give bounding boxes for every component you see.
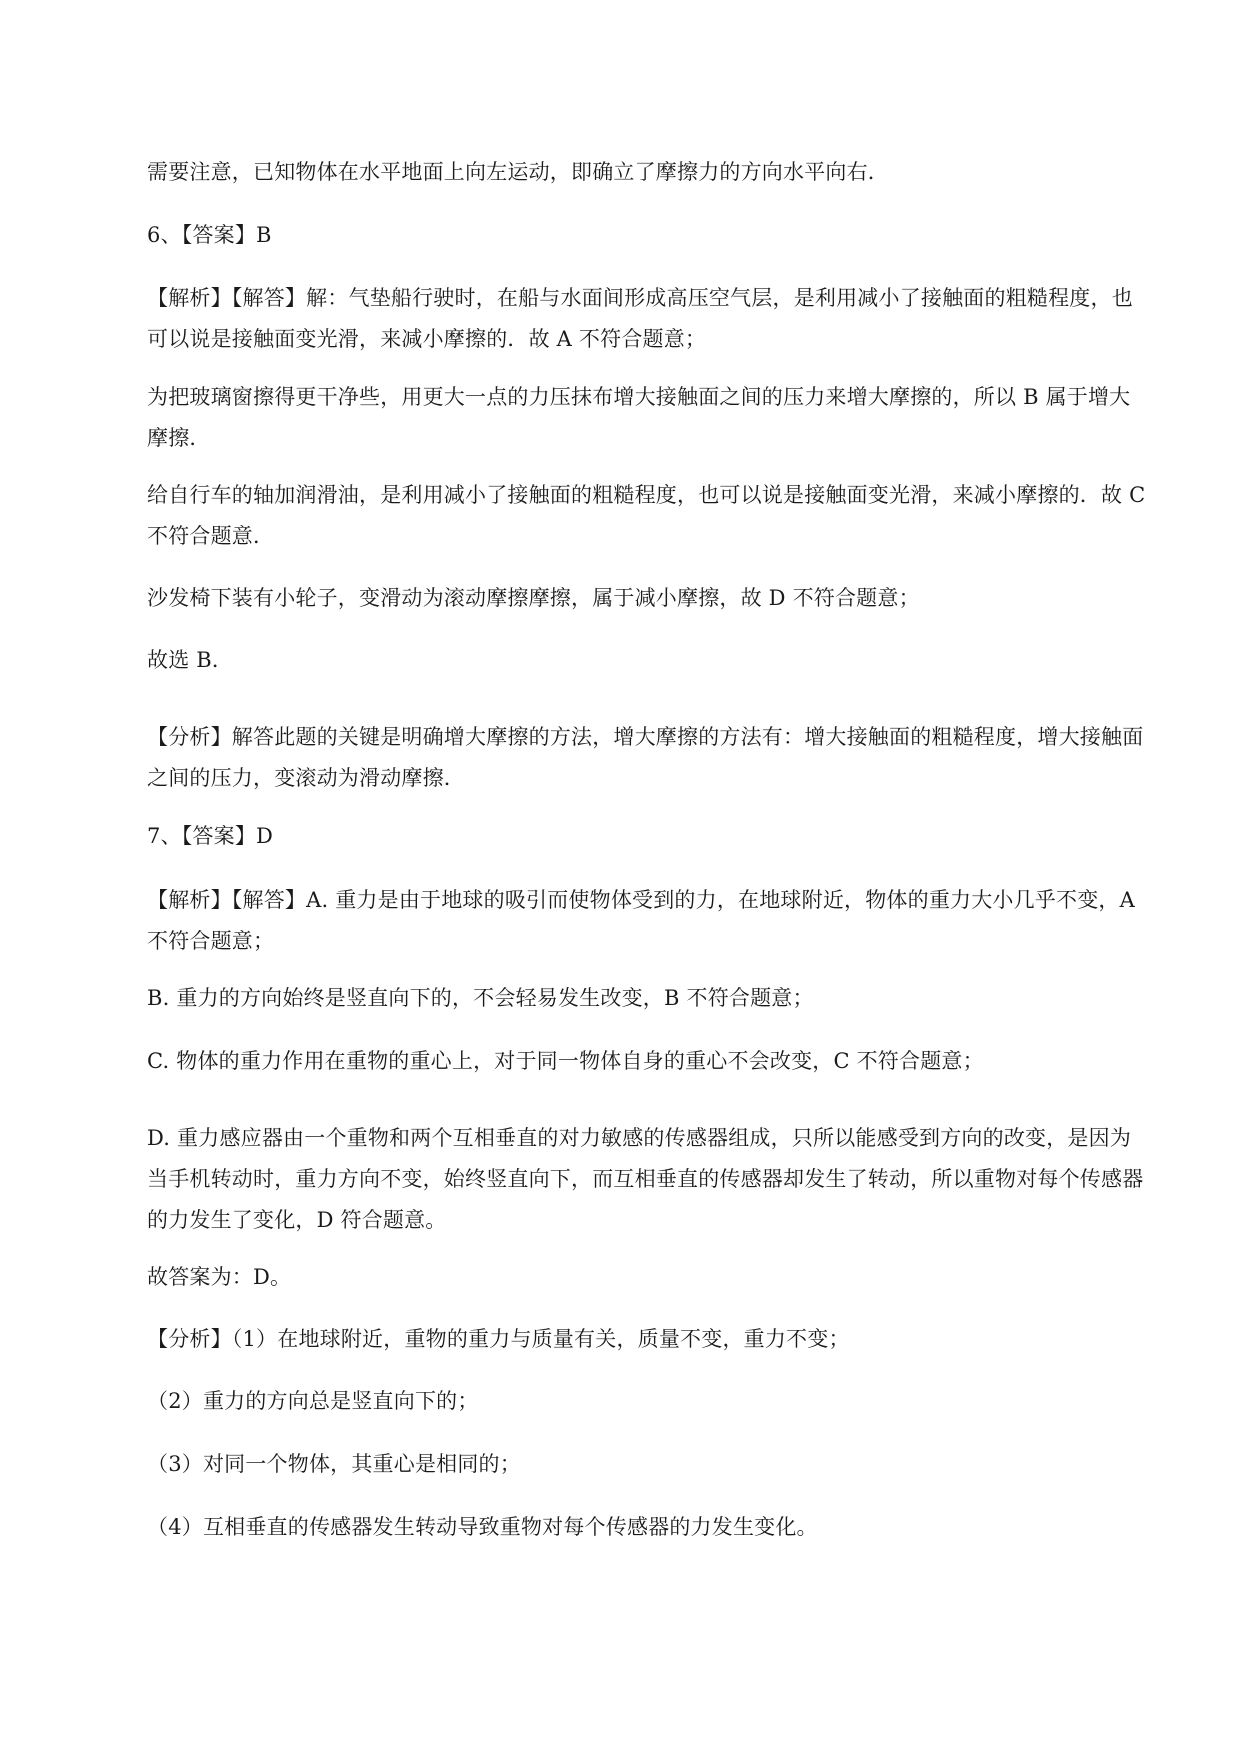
answer-6-summary: 【分析】解答此题的关键是明确增大摩擦的方法，增大摩擦的方法有：增大接触面的粗糙程度，增大接触面之间的压力，变滚动为滑动摩擦． [147,725,1144,790]
answer-6-analysis-c: 给自行车的轴加润滑油，是利用减小了接触面的粗糙程度，也可以说是接触面变光滑，来减小摩擦的．故 C 不符合题意． [147,483,1146,548]
answer-7-summary-4: （4）互相垂直的传感器发生转动导致重物对每个传感器的力发生变化。 [147,1515,818,1539]
answer-7-analysis-d: D. 重力感应器由一个重物和两个互相垂直的对力敏感的传感器组成，只所以能感受到方向的改变，是因为当手机转动时，重力方向不变，始终竖直向下，而互相垂直的传感器却发生了转动，所以重物对每个传感器的力发生了变化，D 符合题意。 [147,1126,1144,1232]
answer-6-analysis-d: 沙发椅下装有小轮子，变滑动为滚动摩擦摩擦，属于减小摩擦，故 D 不符合题意； [147,586,920,610]
answer-7-analysis-b: B. 重力的方向始终是竖直向下的，不会轻易发生改变，B 不符合题意； [147,986,814,1010]
answer-6-choice: 故选 B． [147,648,234,672]
answer-7-summary-1: 【分析】（1）在地球附近，重物的重力与质量有关，质量不变，重力不变； [147,1327,850,1351]
answer-7-choice: 故答案为：D。 [147,1265,292,1289]
answer-7-heading: 7、【答案】D [147,824,274,848]
answer-7-summary-3: （3）对同一个物体，其重心是相同的； [147,1452,521,1476]
answer-7-analysis-c: C. 物体的重力作用在重物的重心上，对于同一物体自身的重心不会改变，C 不符合题意； [147,1049,984,1073]
answer-6-analysis-b: 为把玻璃窗擦得更干净些，用更大一点的力压抹布增大接触面之间的压力来增大摩擦的，所以 B 属于增大摩擦． [147,385,1131,450]
answer-6-heading: 6、【答案】B [147,223,272,247]
answer-6-analysis-a: 【解析】【解答】解：气垫船行驶时，在船与水面间形成高压空气层，是利用减小了接触面的粗糙程度，也可以说是接触面变光滑，来减小摩擦的．故 A 不符合题意； [147,286,1133,351]
answer-7-analysis-a: 【解析】【解答】A. 重力是由于地球的吸引而使物体受到的力，在地球附近，物体的重力大小几乎不变，A 不符合题意； [147,888,1135,953]
answer-7-summary-2: （2）重力的方向总是竖直向下的； [147,1389,479,1413]
paragraph-friction-direction-note: 需要注意，已知物体在水平地面上向左运动，即确立了摩擦力的方向水平向右． [147,160,889,184]
